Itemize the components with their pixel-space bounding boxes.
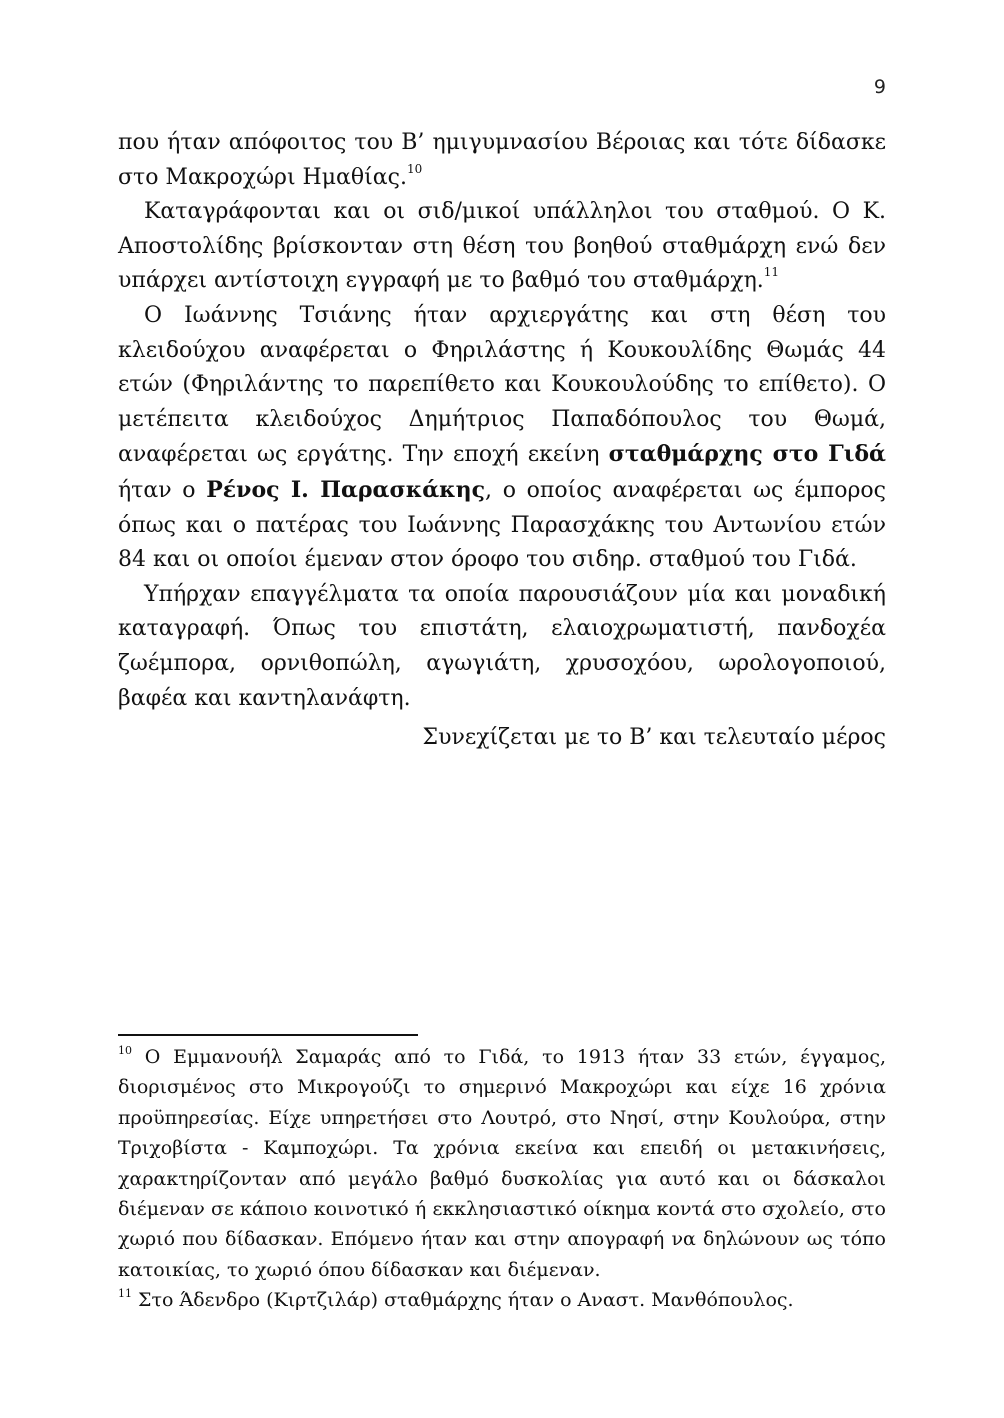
continued-note: Συνεχίζεται με το Β’ και τελευταίο μέρος bbox=[422, 725, 886, 750]
paragraph-3-part-1: Ο Ιωάννης Τσιάνης ήταν αρχιεργάτης και στη θέση του κλειδούχου αναφέρεται ο Φηριλάστης ή Κουκουλίδης Θωμάς 44 ετών (Φηριλάντης το παρεπίθετο και Κουκουλούδης το επίθετο). Ο μετέπειτα κλειδούχος Δημήτριος Παπαδόπουλος του Θωμά, αναφέρεται ως εργάτης. Την εποχή εκείνη bbox=[118, 302, 886, 468]
paragraph-3-bold-2: Ρένος Ι. Παρασκάκης bbox=[206, 476, 486, 503]
footnote-number: 10 bbox=[118, 1044, 132, 1057]
paragraph-3-part-2: ήταν ο bbox=[118, 477, 207, 503]
footnote-divider bbox=[118, 1034, 418, 1036]
body-text bbox=[118, 126, 886, 716]
paragraph-4 bbox=[118, 578, 886, 716]
paragraph-1-text: που ήταν απόφοιτος του Β’ ημιγυμνασίου Βέροιας και τότε δίδασκε στο Μακροχώρι Ημαθίας. bbox=[118, 130, 886, 190]
paragraph-3-bold-1: σταθμάρχης στο Γιδά bbox=[608, 441, 886, 468]
paragraph-2-text: Καταγράφονται και οι σιδ/μικοί υπάλληλοι του σταθμού. Ο Κ. Αποστολίδης βρίσκονταν στη θέση του βοηθού σταθμάρχη ενώ δεν υπάρχει αντίστοιχη εγγραφή με το βαθμό του σταθμάρχη. bbox=[118, 199, 886, 294]
footnote-text: Ο Εμμανουήλ Σαμαράς από το Γιδά, το 1913 ήταν 33 ετών, έγγαμος, διορισμένος στο Μικρογούζι το σημερινό Μακροχώρι και είχε 16 χρόνια προϋπηρεσίας. Είχε υπηρετήσει στο Λουτρό, στο Νησί, στην Κουλούρα, στην Τριχοβίστα - Καμποχώρι. Τα χρόνια εκείνα και επειδή οι μετακινήσεις, χαρακτηρίζονταν από μεγάλο βαθμό δυσκολίας για αυτό και οι δάσκαλοι διέμεναν σε κάποιο κοινοτικό ή εκκλησιαστικό οίκημα κοντά στο σχολείο, στο χωριό που δίδασκαν. Επόμενο ήταν και στην απογραφή να δηλώνουν ως τόπο κατοικίας, το χωριό όπου δίδασκαν και διέμεναν. bbox=[118, 1046, 886, 1281]
page-number: 9 bbox=[873, 76, 886, 98]
footnote-11 bbox=[118, 1285, 886, 1315]
footnote-ref-11[interactable]: 11 bbox=[763, 265, 780, 280]
footnote-text: Στο Άδενδρο (Κιρτζιλάρ) σταθμάρχης ήταν ο Αναστ. Μανθόπουλος. bbox=[138, 1289, 794, 1312]
footnote-number: 11 bbox=[118, 1287, 132, 1301]
paragraph-3 bbox=[118, 299, 886, 578]
paragraph-4-text: Υπήρχαν επαγγέλματα τα οποία παρουσιάζουν μία και μοναδική καταγραφή. Όπως του επιστάτη, ελαιοχρωματιστή, πανδοχέα ζωέμπορα, ορνιθοπώλη, αγωγιάτη, χρυσοχόου, ωρολογοποιού, βαφέα και καντηλανάφτη. bbox=[118, 581, 886, 711]
paragraph-1 bbox=[118, 126, 886, 195]
footnote-ref-10[interactable]: 10 bbox=[406, 161, 423, 176]
paragraph-3-part-3: , ο οποίος αναφέρεται ως έμπορος όπως και ο πατέρας του Ιωάννης Παρασχάκης του Αντωνίου ετών 84 και οι οποίοι έμεναν στον όροφο του σιδηρ. σταθμού του Γιδά. bbox=[118, 477, 886, 573]
paragraph-2 bbox=[118, 195, 886, 299]
footnote-10 bbox=[118, 1042, 886, 1285]
footnotes bbox=[118, 1042, 886, 1316]
